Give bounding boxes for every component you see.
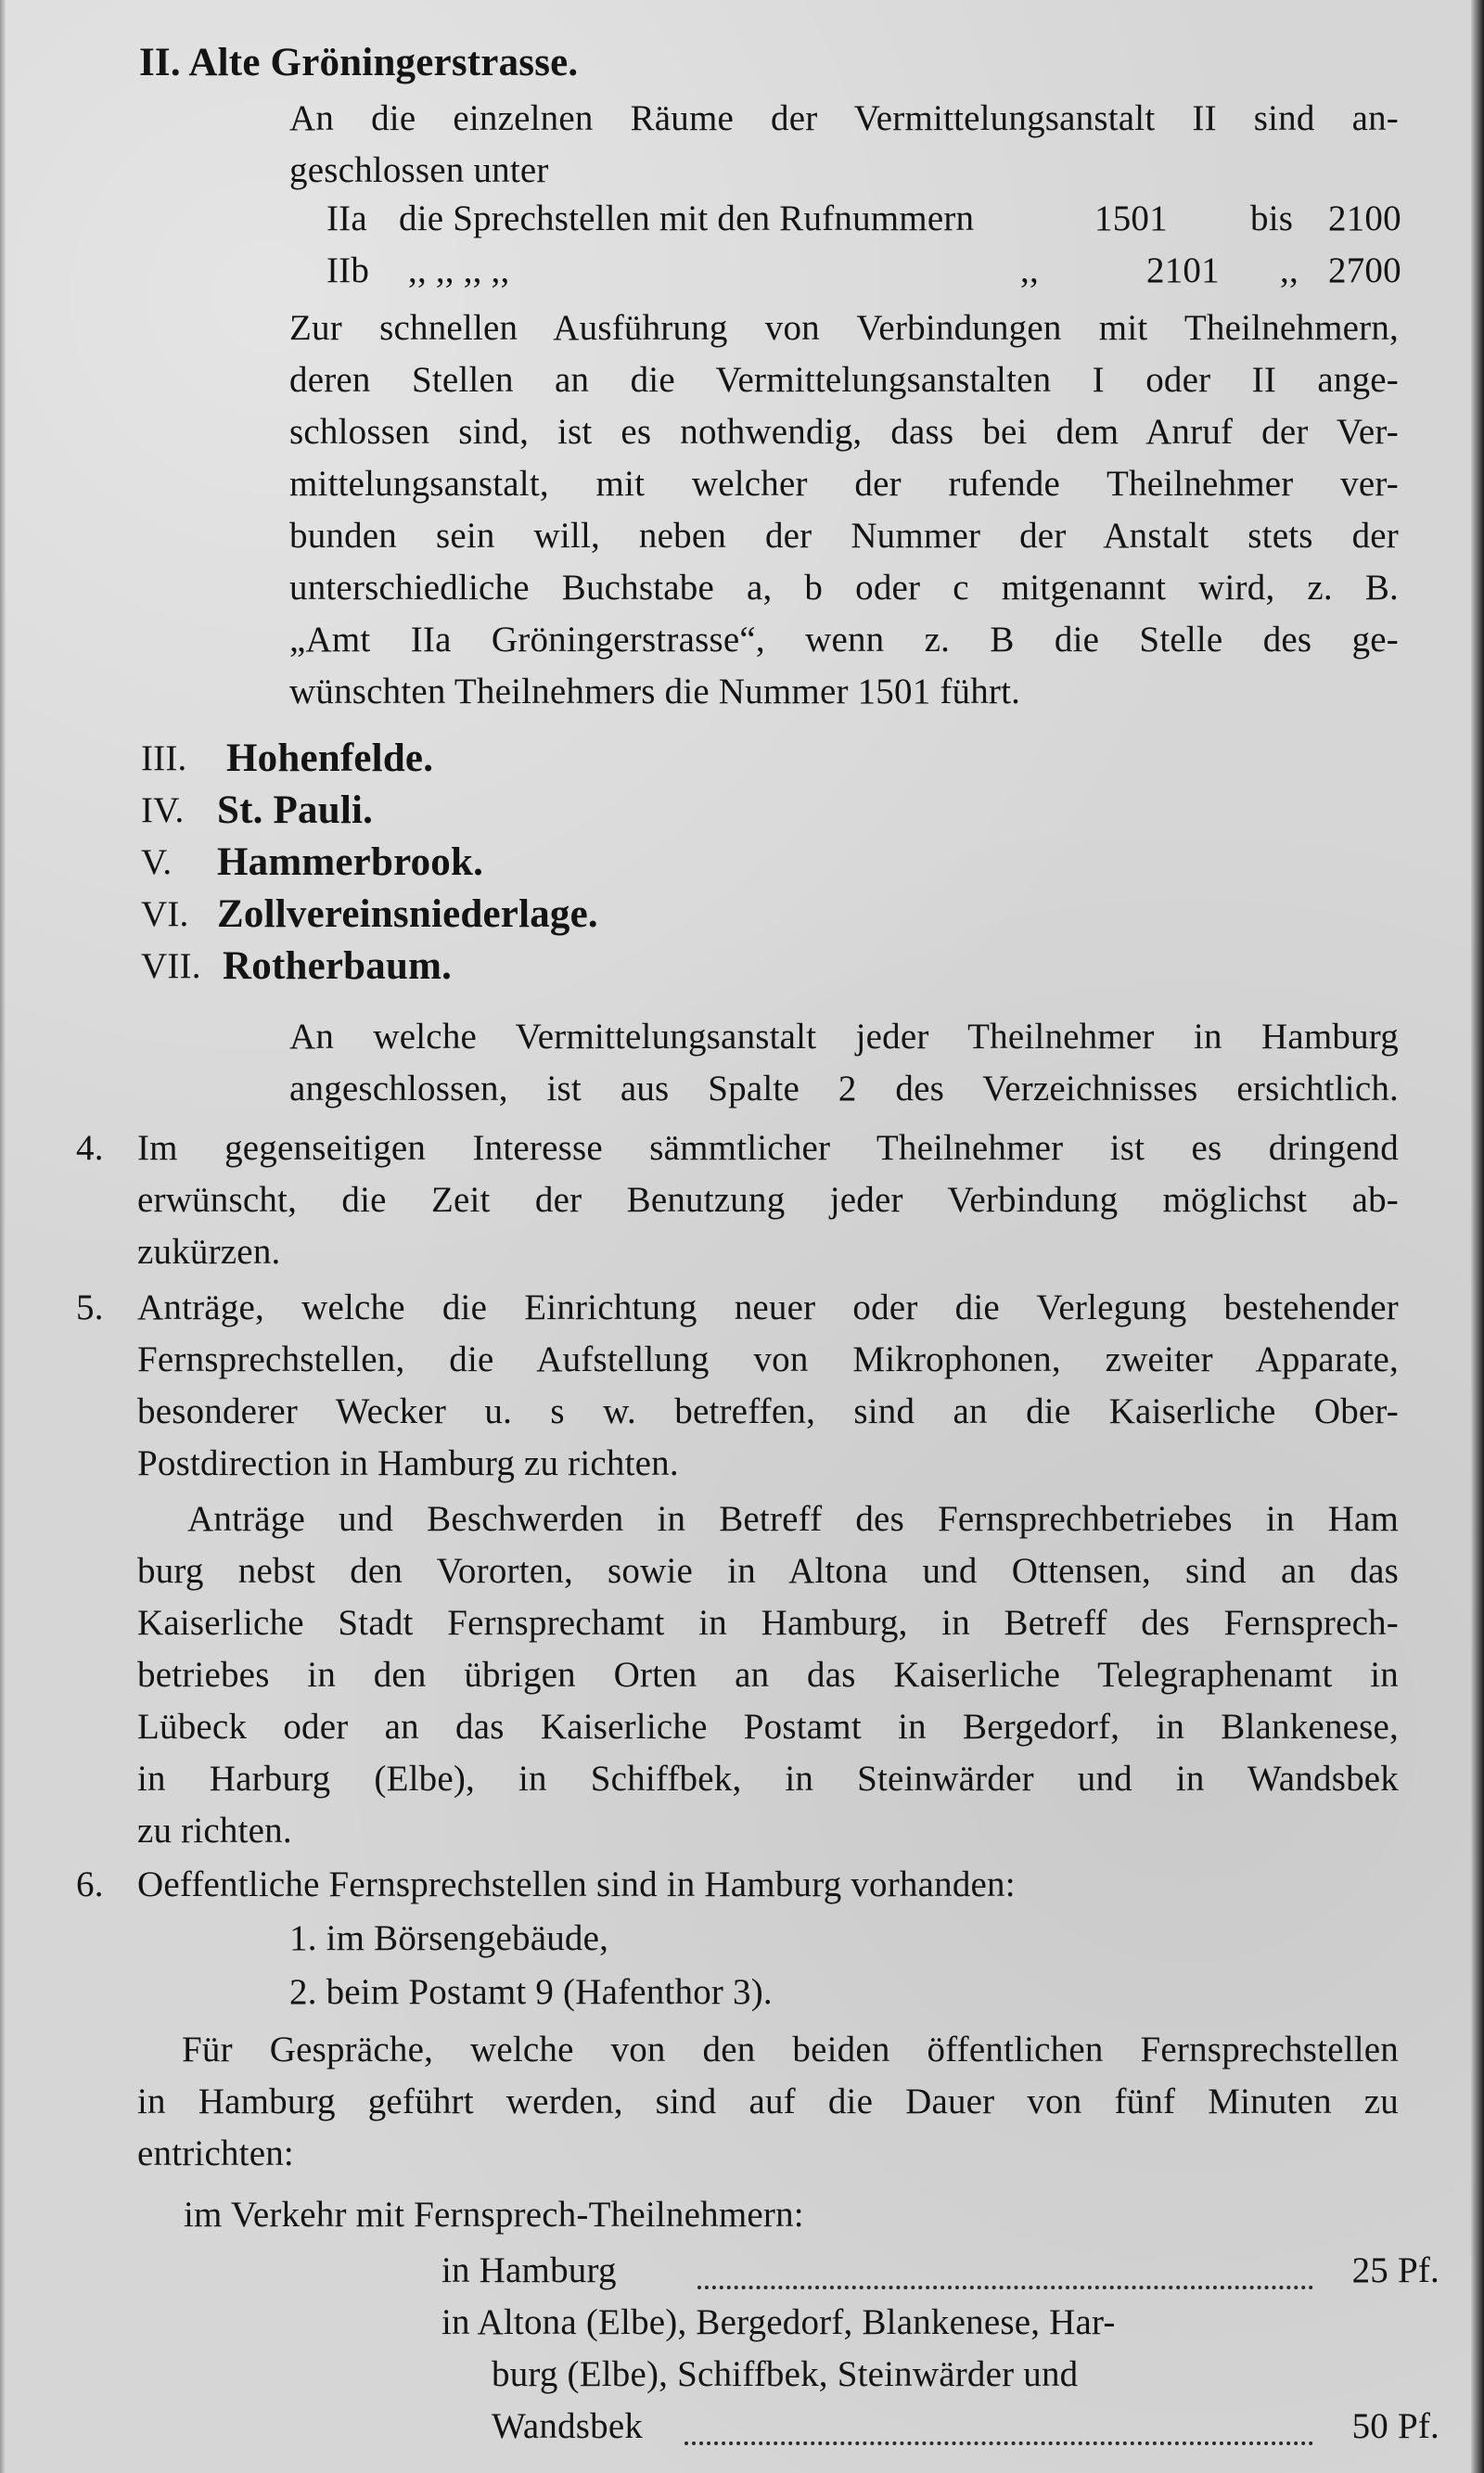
office-number: IV. xyxy=(141,790,185,830)
text-line: geschlossen unter xyxy=(289,150,549,190)
row-to-iib: 2700 xyxy=(1328,250,1401,290)
text-line: wünschten Theilnehmers die Nummer 1501 führt. xyxy=(289,672,1021,711)
text-line: mittelungsanstalt, mit welcher der rufende Theilnehmer ver- xyxy=(289,464,1399,504)
row-code-iib: IIb xyxy=(326,250,370,290)
text-line: Für Gespräche, welche von den beiden öffentlichen Fernsprechstellen xyxy=(182,2030,1399,2069)
office-number: VII. xyxy=(141,946,201,986)
office-number: III. xyxy=(141,738,187,778)
text-line: in Harburg (Elbe), in Schiffbek, in Steinwärder und in Wandsbek xyxy=(137,1759,1399,1799)
place-item: 2. beim Postamt 9 (Hafenthor 3). xyxy=(289,1972,773,2012)
row-sep-iib: ,, xyxy=(1280,250,1298,290)
text-line: Postdirection in Hamburg zu richten. xyxy=(137,1443,679,1483)
item-number: 5. xyxy=(76,1288,104,1327)
tariff-label: in Hamburg xyxy=(441,2250,617,2290)
text-line: zu richten. xyxy=(137,1811,292,1851)
row-from-iia: 1501 xyxy=(1094,199,1168,238)
office-name: Zollvereinsniederlage. xyxy=(217,892,598,936)
text-line: Im gegenseitigen Interesse sämmtlicher Theilnehmer ist es dringend xyxy=(137,1128,1399,1168)
item-number: 6. xyxy=(76,1864,104,1904)
text-line: Anträge, welche die Einrichtung neuer oder die Verlegung bestehender xyxy=(137,1288,1399,1327)
text-line: in Hamburg geführt werden, sind auf die Dauer von fünf Minuten zu xyxy=(137,2082,1399,2121)
text-line: angeschlossen, ist aus Spalte 2 des Verzeichnisses ersichtlich. xyxy=(289,1069,1399,1108)
text-line: im Verkehr mit Fernsprech-Theilnehmern: xyxy=(184,2195,804,2235)
row-text-iib: ,, ,, ,, ,, xyxy=(408,250,510,290)
row-quote-iib: ,, xyxy=(1020,250,1039,290)
row-from-iib: 2101 xyxy=(1146,250,1220,290)
text-line: Lübeck oder an das Kaiserliche Postamt in Bergedorf, in Blankenese, xyxy=(137,1707,1399,1747)
text-line: betriebes in den übrigen Orten an das Kaiserliche Telegraphenamt in xyxy=(137,1655,1399,1695)
tariff-leader-dots xyxy=(697,2280,1313,2289)
text-line: zukürzen. xyxy=(137,1232,281,1272)
text-line: unterschiedliche Buchstabe a, b oder c mitgenannt wird, z. B. xyxy=(289,568,1399,608)
tariff-label: burg (Elbe), Schiffbek, Steinwärder und xyxy=(492,2354,1079,2394)
row-to-iia: 2100 xyxy=(1328,199,1401,238)
text-line: An welche Vermittelungsanstalt jeder Theilnehmer in Hamburg xyxy=(289,1017,1399,1057)
text-line: „Amt IIa Gröningerstrasse“, wenn z. B die Stelle des ge- xyxy=(289,620,1399,660)
tariff-label: in Altona (Elbe), Bergedorf, Blankenese, Har- xyxy=(441,2302,1116,2342)
row-code-iia: IIa xyxy=(326,199,367,238)
text-line: besonderer Wecker u. s w. betreffen, sind an die Kaiserliche Ober- xyxy=(137,1391,1399,1431)
text-line: Anträge und Beschwerden in Betreff des Fernsprechbetriebes in Ham xyxy=(187,1499,1399,1539)
text-line: Zur schnellen Ausführung von Verbindungen mit Theilnehmern, xyxy=(289,308,1399,348)
office-name: Hammerbrook. xyxy=(217,840,484,884)
tariff-price: 50 Pf. xyxy=(1351,2406,1439,2446)
page-edge-right xyxy=(1471,0,1484,2473)
office-number: VI. xyxy=(141,894,189,934)
text-line: erwünscht, die Zeit der Benutzung jeder Verbindung möglichst ab- xyxy=(137,1180,1399,1220)
text-line: entrichten: xyxy=(137,2133,294,2173)
tariff-label: Wandsbek xyxy=(492,2406,644,2446)
item-number: 4. xyxy=(76,1128,104,1168)
text-line: deren Stellen an die Vermittelungsanstalten I oder II ange- xyxy=(289,360,1399,400)
office-number: V. xyxy=(141,842,173,882)
tariff-price: 25 Pf. xyxy=(1351,2250,1439,2290)
text-line: Kaiserliche Stadt Fernsprechamt in Hamburg, in Betreff des Fernsprech- xyxy=(137,1603,1399,1643)
section-heading-ii: II. Alte Gröningerstrasse. xyxy=(139,41,579,84)
text-line: An die einzelnen Räume der Vermittelungsanstalt II sind an- xyxy=(289,98,1399,138)
page-edge-left xyxy=(0,0,6,2473)
place-item: 1. im Börsengebäude, xyxy=(289,1918,609,1958)
text-line: burg nebst den Vororten, sowie in Altona und Ottensen, sind an das xyxy=(137,1551,1399,1591)
office-name: St. Pauli. xyxy=(217,788,374,832)
text-line: Oeffentliche Fernsprechstellen sind in Hamburg vorhanden: xyxy=(137,1864,1016,1904)
text-line: bunden sein will, neben der Nummer der Anstalt stets der xyxy=(289,516,1399,556)
office-name: Hohenfelde. xyxy=(226,737,434,780)
row-sep-iia: bis xyxy=(1250,199,1294,238)
row-text-iia: die Sprechstellen mit den Rufnummern xyxy=(399,199,975,238)
text-line: Fernsprechstellen, die Aufstellung von Mikrophonen, zweiter Apparate, xyxy=(137,1339,1399,1379)
text-line: schlossen sind, ist es nothwendig, dass bei dem Anruf der Ver- xyxy=(289,412,1399,452)
office-name: Rotherbaum. xyxy=(223,944,453,988)
tariff-leader-dots xyxy=(684,2436,1313,2445)
